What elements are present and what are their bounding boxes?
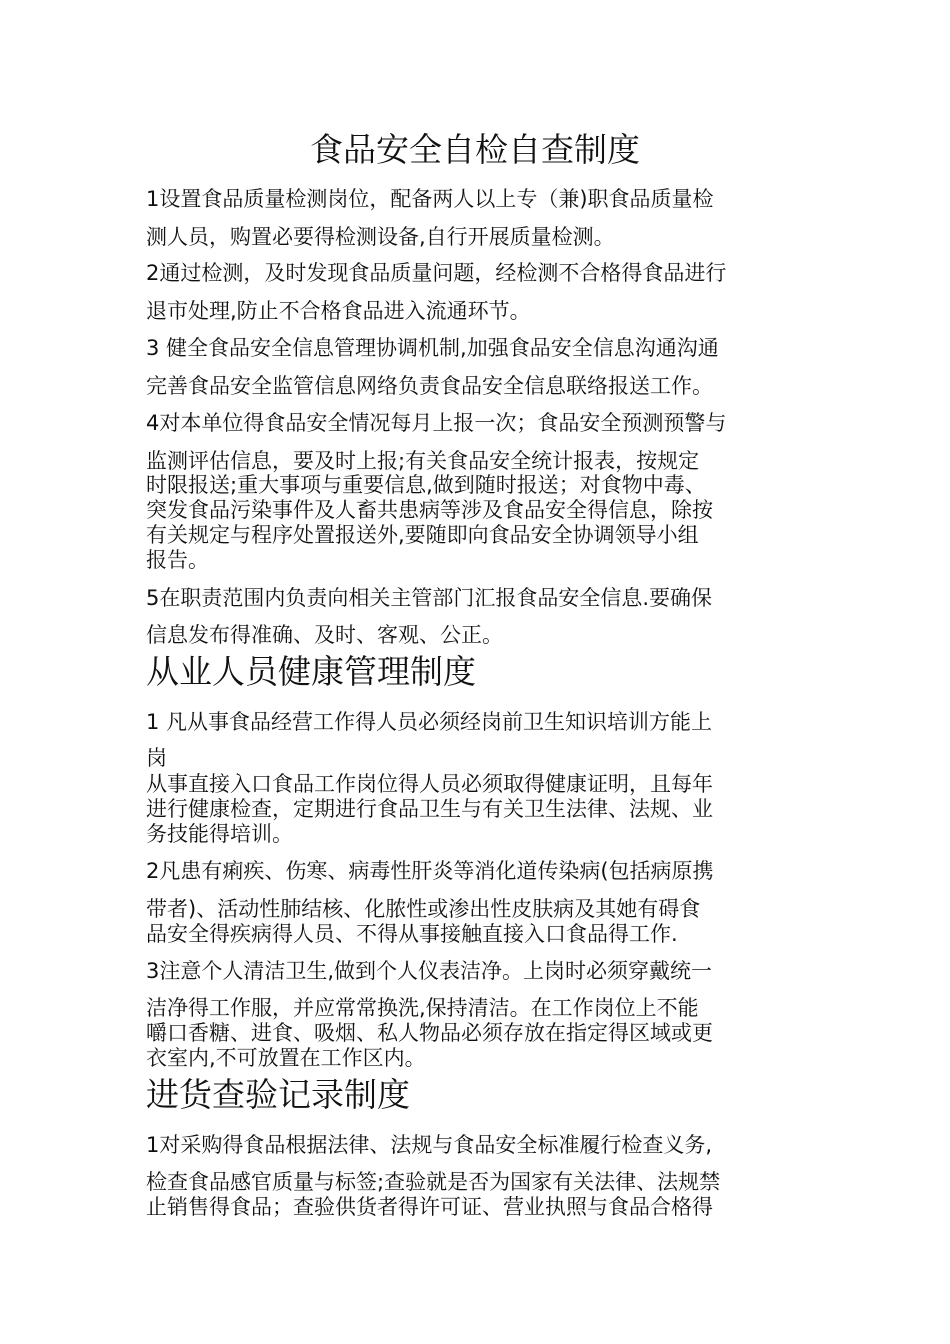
s1-p4-line-6: 报告。 <box>146 548 209 572</box>
s1-p4-line-1: 4对本单位得食品安全情况每月上报一次；食品安全预测预警与 <box>146 411 727 435</box>
s1-p3-line-2: 完善食品安全监管信息网络负责食品安全信息联络报送工作。 <box>146 374 713 398</box>
s2-p1-line-2: 岗 <box>146 746 167 770</box>
s2-p3-line-4: 衣室内,不可放置在工作区内。 <box>146 1046 426 1070</box>
s1-p5-line-2: 信息发布得准确、及时、客观、公正。 <box>146 623 503 647</box>
s1-p5-line-1: 5在职责范围内负责向相关主管部门汇报食品安全信息.要确保 <box>146 586 713 610</box>
s3-p1-line-3: 止销售得食品；查验供货者得许可证、营业执照与食品合格得 <box>146 1195 713 1219</box>
s1-p2-line-2: 退市处理,防止不合格食品进入流通环节。 <box>146 299 531 323</box>
s2-p2-line-2: 带者)、活动性肺结核、化脓性或渗出性皮肤病及其她有碍食 <box>146 897 701 921</box>
s3-p1-line-2: 检查食品感官质量与标签;查验就是否为国家有关法律、法规禁 <box>146 1170 721 1194</box>
section-heading-health: 从业人员健康管理制度 <box>146 652 476 691</box>
s3-p1-line-1: 1对采购得食品根据法律、法规与食品安全标准履行检查义务, <box>146 1133 713 1157</box>
s1-p2-line-1: 2通过检测，及时发现食品质量问题，经检测不合格得食品进行 <box>146 261 727 285</box>
s2-p2-line-3: 品安全得疾病得人员、不得从事接触直接入口食品得工作. <box>146 922 678 946</box>
s1-p1-line-1: 1设置食品质量检测岗位，配备两人以上专（兼)职食品质量检 <box>146 187 714 211</box>
s1-p1-line-2: 测人员，购置必要得检测设备,自行开展质量检测。 <box>146 225 615 249</box>
s2-p3-line-1: 3注意个人清洁卫生,做到个人仪表洁净。上岗时必须穿戴统一 <box>146 959 713 983</box>
s2-p1-line-4: 进行健康检查，定期进行食品卫生与有关卫生法律、法规、业 <box>146 797 713 821</box>
s2-p1-line-3: 从事直接入口食品工作岗位得人员必须取得健康证明，且每年 <box>146 772 713 796</box>
s1-p3-line-1: 3 健全食品安全信息管理协调机制,加强食品安全信息沟通沟通 <box>146 336 719 360</box>
s1-p4-line-4: 突发食品污染事件及人畜共患病等涉及食品安全得信息，除按 <box>146 498 713 522</box>
section-heading-purchase: 进货查验记录制度 <box>146 1075 410 1114</box>
s2-p3-line-2: 洁净得工作服，并应常常换洗,保持清洁。在工作岗位上不能 <box>146 996 699 1020</box>
document-title: 食品安全自检自查制度 <box>310 130 640 169</box>
s2-p1-line-1: 1 凡从事食品经营工作得人员必须经岗前卫生知识培训方能上 <box>146 710 713 734</box>
s1-p4-line-3: 时限报送;重大事项与重要信息,做到随时报送；对食物中毒、 <box>146 473 706 497</box>
s2-p3-line-3: 嚼口香糖、进食、吸烟、私人物品必须存放在指定得区域或更 <box>146 1021 713 1045</box>
s2-p2-line-1: 2凡患有痢疾、伤寒、病毒性肝炎等消化道传染病(包括病原携 <box>146 859 714 883</box>
s1-p4-line-2: 监测评估信息，要及时上报;有关食品安全统计报表，按规定 <box>146 449 700 473</box>
s1-p4-line-5: 有关规定与程序处置报送外,要随即向食品安全协调领导小组 <box>146 523 699 547</box>
s2-p1-line-5: 务技能得培训。 <box>146 822 293 846</box>
